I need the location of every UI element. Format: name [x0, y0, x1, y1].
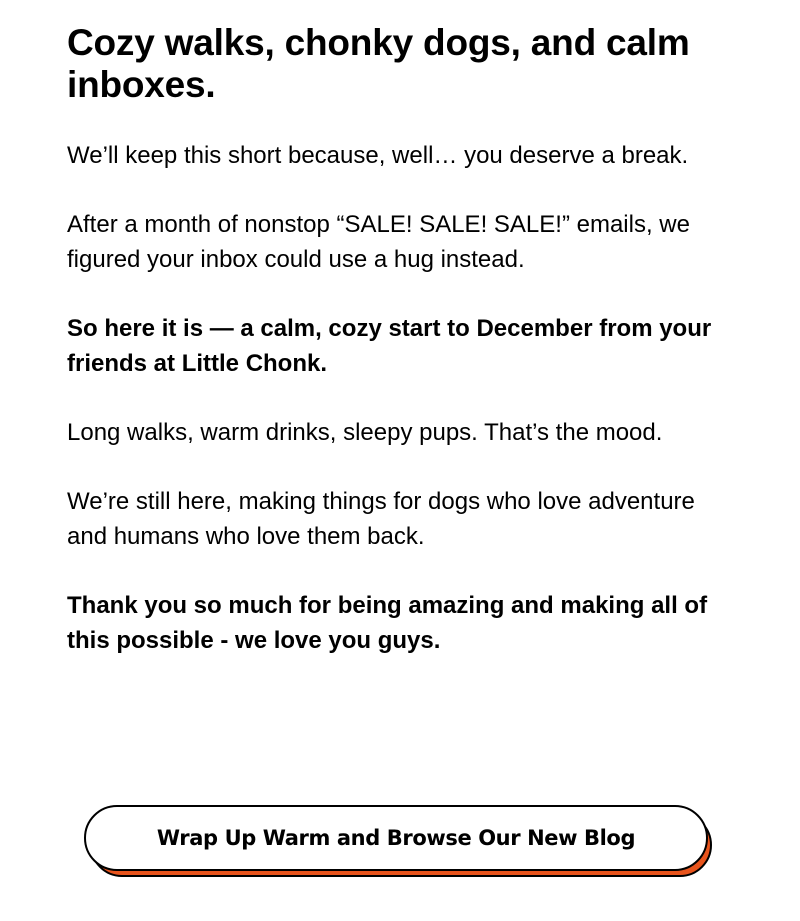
- email-headline: Cozy walks, chonky dogs, and calm inboxes.: [67, 22, 690, 105]
- cta-container: [84, 805, 712, 877]
- paragraph-cozy-start: So here it is — a calm, cozy start to December from your friends at Little Chonk.: [67, 315, 712, 377]
- paragraph-sale-emails: After a month of nonstop “SALE! SALE! SALE!” emails, we figured your inbox could use a hug instead.: [67, 211, 690, 273]
- paragraph-still-here: We’re still here, making things for dogs who love adventure and humans who love them back.: [67, 488, 695, 550]
- email-body: [67, 0, 735, 658]
- paragraph-thank-you: Thank you so much for being amazing and making all of this possible - we love you guys.: [67, 592, 708, 654]
- paragraph-intro: We’ll keep this short because, well… you deserve a break.: [67, 142, 689, 169]
- browse-blog-button[interactable]: [84, 805, 708, 871]
- cta-button-label: Wrap Up Warm and Browse Our New Blog: [156, 826, 636, 850]
- paragraph-mood: Long walks, warm drinks, sleepy pups. That’s the mood.: [67, 419, 663, 446]
